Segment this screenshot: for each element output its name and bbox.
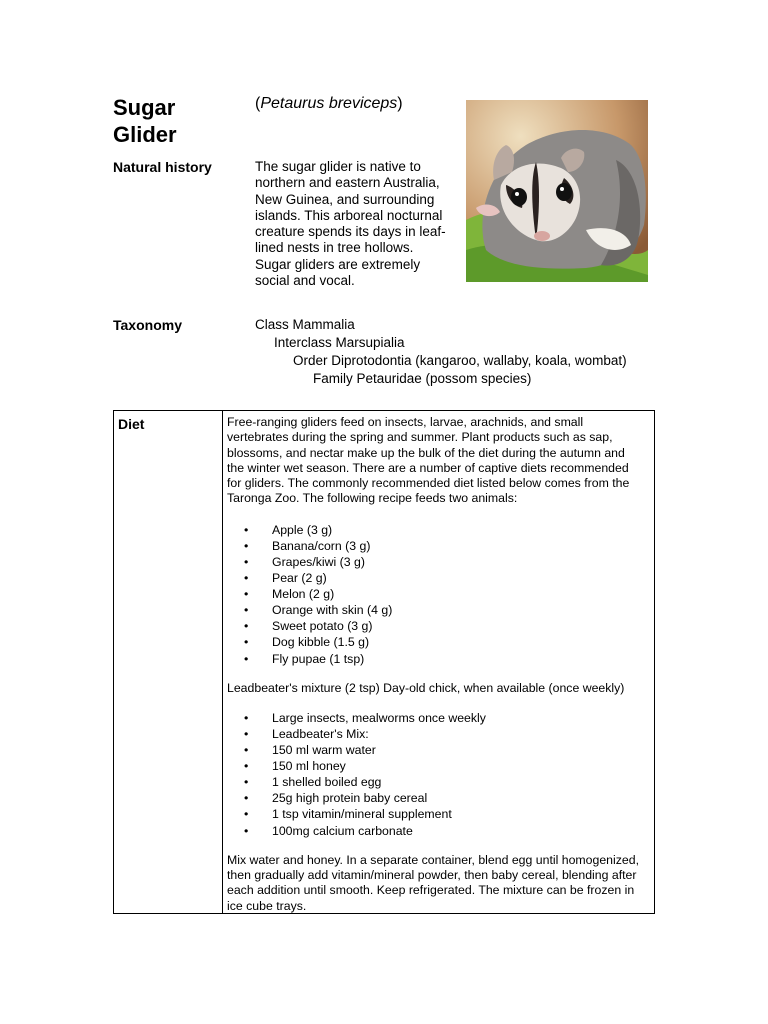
- scientific-open-paren: (: [255, 95, 261, 112]
- nh-line: northern and eastern Australia,: [255, 175, 440, 191]
- list-item: • 25g high protein baby cereal: [227, 790, 651, 806]
- diet-label: Diet: [118, 416, 145, 432]
- natural-history-label: Natural history: [113, 159, 212, 175]
- recipe-list: [227, 522, 651, 667]
- diet-intro-line: Taronga Zoo. The following recipe feeds two animals:: [227, 491, 518, 506]
- diet-content: [227, 415, 651, 914]
- title-line-1: Sugar: [113, 95, 176, 120]
- list-item: • Melon (2 g): [227, 586, 651, 602]
- taxonomy-order: Order Diprotodontia (kangaroo, wallaby, koala, wombat): [293, 353, 627, 368]
- diet-closing-line: then gradually add vitamin/mineral powder, then baby cereal, blending after: [227, 867, 637, 882]
- nh-line: The sugar glider is native to: [255, 159, 421, 174]
- diet-intro: [227, 415, 651, 507]
- list-item: • Fly pupae (1 tsp): [227, 651, 651, 667]
- natural-history-text: [255, 159, 455, 289]
- taxonomy-class: Class Mammalia: [255, 317, 355, 332]
- sugar-glider-illustration: [466, 100, 648, 282]
- title-line-2: Glider: [113, 122, 177, 147]
- page-title: [113, 94, 233, 148]
- nh-line: lined nests in tree hollows.: [255, 240, 414, 256]
- taxonomy-interclass: Interclass Marsupialia: [274, 335, 405, 350]
- list-item: • 1 shelled boiled egg: [227, 774, 651, 790]
- scientific-name-line: [255, 94, 403, 114]
- list-item: • 150 ml warm water: [227, 742, 651, 758]
- list-item: • 100mg calcium carbonate: [227, 823, 651, 839]
- leadbeater-text: Leadbeater's mixture (2 tsp) Day-old chick, when available (once weekly): [227, 680, 625, 695]
- mix-list: [227, 710, 651, 839]
- list-item: • Banana/corn (3 g): [227, 538, 651, 554]
- nh-line: creature spends its days in leaf-: [255, 224, 446, 240]
- list-item: • Dog kibble (1.5 g): [227, 634, 651, 650]
- nh-line: New Guinea, and surrounding: [255, 191, 435, 207]
- diet-intro-line: Free-ranging gliders feed on insects, larvae, arachnids, and small: [227, 415, 584, 429]
- nh-line: Sugar gliders are extremely: [255, 256, 421, 272]
- sugar-glider-photo: [466, 100, 648, 282]
- nh-line: social and vocal.: [255, 273, 355, 289]
- scientific-close-paren: ): [397, 95, 403, 112]
- list-item: • 1 tsp vitamin/mineral supplement: [227, 806, 651, 822]
- scientific-name: Petaurus breviceps: [260, 95, 398, 112]
- diet-intro-line: blossoms, and nectar make up the bulk of the diet during the autumn and: [227, 445, 625, 460]
- list-item: • Sweet potato (3 g): [227, 618, 651, 634]
- diet-intro-line: for gliders. The commonly recommended diet listed below comes from the: [227, 476, 630, 491]
- diet-closing-line: Mix water and honey. In a separate container, blend egg until homogenized,: [227, 852, 639, 867]
- list-item: • Large insects, mealworms once weekly: [227, 710, 651, 726]
- list-item: • Leadbeater's Mix:: [227, 726, 651, 742]
- list-item: • 150 ml honey: [227, 758, 651, 774]
- diet-intro-line: vertebrates during the spring and summer. Plant products such as sap,: [227, 430, 613, 445]
- taxonomy-label: Taxonomy: [113, 317, 182, 333]
- diet-intro-line: the winter wet season. There are a number of captive diets recommended: [227, 460, 629, 475]
- list-item: • Orange with skin (4 g): [227, 602, 651, 618]
- diet-closing-line: ice cube trays.: [227, 898, 307, 913]
- diet-closing-line: each addition until smooth. Keep refrigerated. The mixture can be frozen in: [227, 883, 635, 898]
- diet-column-divider: [222, 411, 223, 913]
- list-item: • Pear (2 g): [227, 570, 651, 586]
- nh-line: islands. This arboreal nocturnal: [255, 207, 443, 223]
- diet-table: [113, 410, 655, 914]
- diet-closing: [227, 853, 651, 914]
- list-item: • Grapes/kiwi (3 g): [227, 554, 651, 570]
- taxonomy-family: Family Petauridae (possom species): [313, 371, 532, 386]
- list-item: • Apple (3 g): [227, 522, 651, 538]
